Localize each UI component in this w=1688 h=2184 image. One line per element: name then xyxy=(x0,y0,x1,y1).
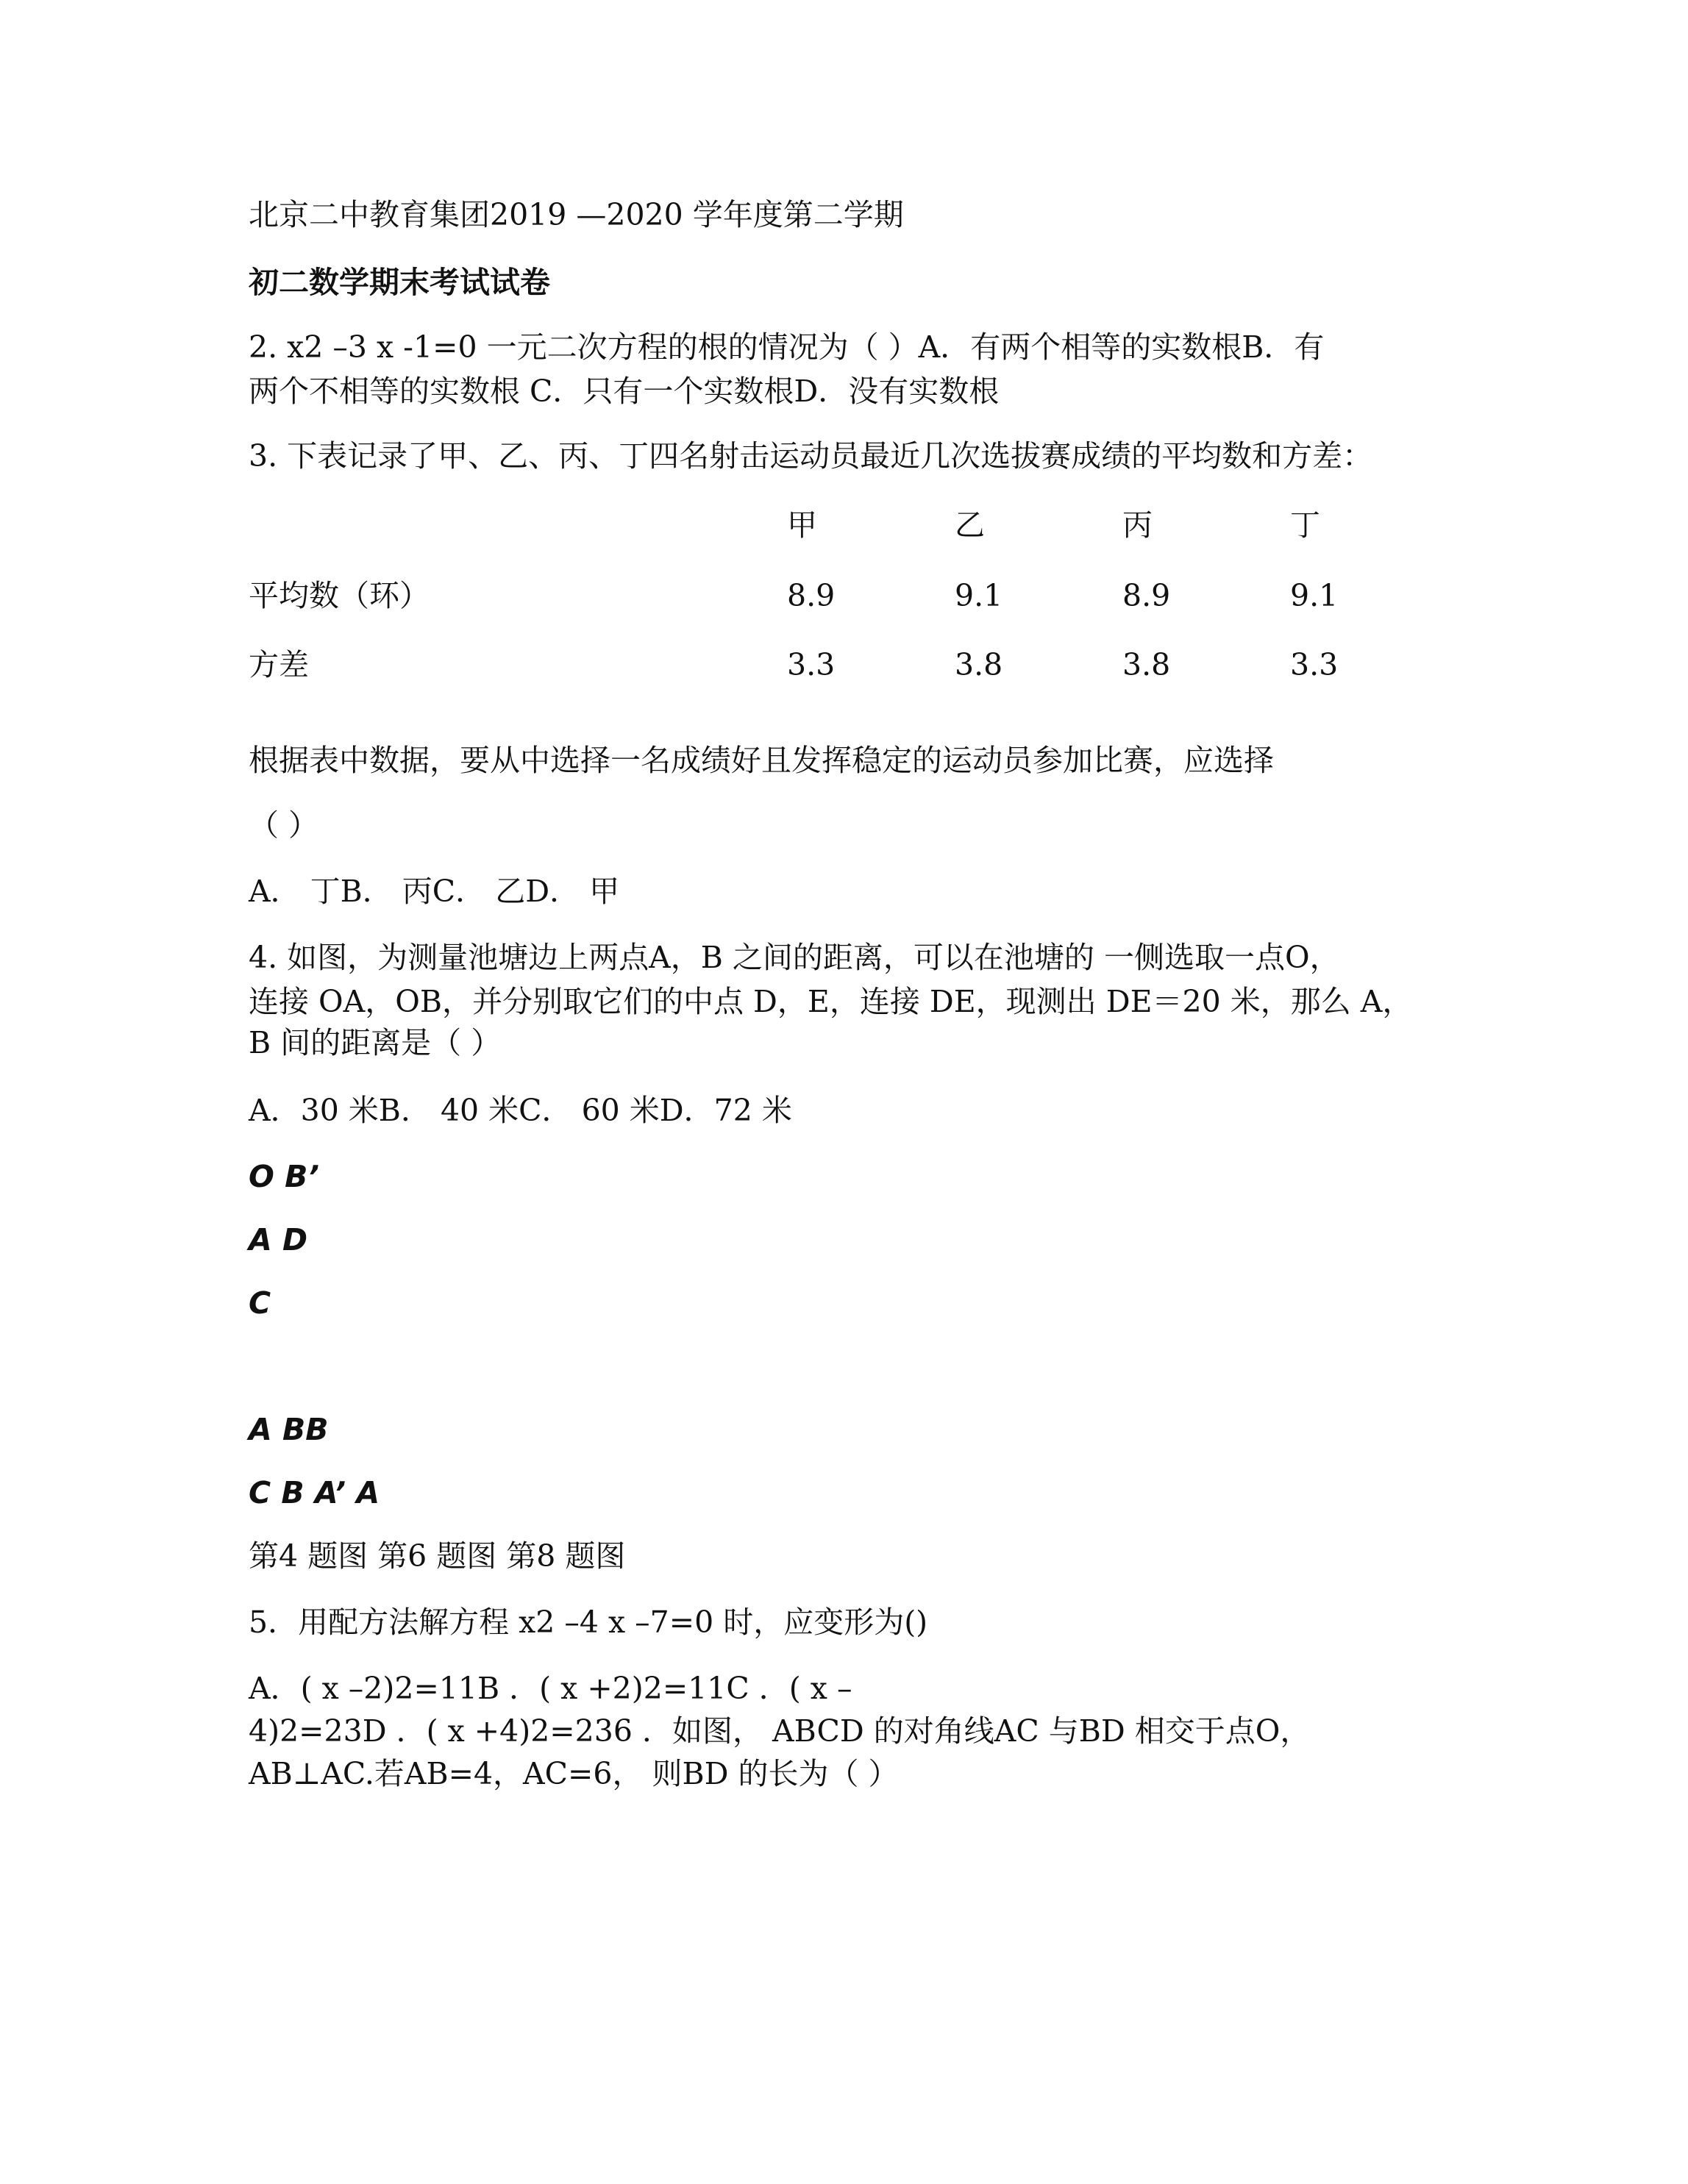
table-cell: 8.9 xyxy=(787,578,836,613)
q2-line-2: 两个不相等的实数根 C．只有一个实数根D．没有实数根 xyxy=(249,374,1000,409)
table-header-jia: 甲 xyxy=(787,507,817,543)
figure-label: C xyxy=(249,1285,271,1321)
table-cell: 9.1 xyxy=(1290,578,1339,613)
table-cell: 3.3 xyxy=(787,647,836,682)
table-header-ding: 丁 xyxy=(1290,507,1320,543)
q3-answer-paren: （ ） xyxy=(249,807,319,843)
figure-label: A D xyxy=(249,1222,308,1257)
q5-line-1: 5．用配方法解方程 x2 –4 x –7=0 时，应变形为() xyxy=(249,1605,928,1640)
table-row-label-variance: 方差 xyxy=(249,647,309,682)
figure-label: A BB xyxy=(249,1412,329,1447)
q5-line-3: 4)2=23D ．( x +4)2=236 ．如图， ABCD 的对角线AC 与BD 相交于点O， xyxy=(249,1713,1311,1749)
q3-question: 根据表中数据，要从中选择一名成绩好且发挥稳定的运动员参加比赛，应选择 xyxy=(249,743,1274,778)
q3-intro: 3. 下表记录了甲、乙、丙、丁四名射击运动员最近几次选拔赛成绩的平均数和方差： xyxy=(249,438,1373,474)
q4-line-3: B 间的距离是（ ） xyxy=(249,1025,502,1060)
table-row-label-average: 平均数（环） xyxy=(249,578,430,613)
q4-options: A．30 米B． 40 米C． 60 米D．72 米 xyxy=(249,1093,792,1128)
exam-subtitle: 初二数学期末考试试卷 xyxy=(249,265,550,300)
q3-options: A． 丁B． 丙C． 乙D． 甲 xyxy=(249,874,620,909)
table-cell: 8.9 xyxy=(1122,578,1171,613)
document-title: 北京二中教育集团2019 —2020 学年度第二学期 xyxy=(249,197,904,232)
figure-captions: 第4 题图 第6 题图 第8 题图 xyxy=(249,1538,626,1574)
figure-label: C B A’ A xyxy=(249,1475,380,1510)
q5-line-4: AB⊥AC.若AB=4，AC=6， 则BD 的长为（ ） xyxy=(249,1756,899,1791)
q2-line-1: 2. x2 –3 x -1=0 一元二次方程的根的情况为（ ）A．有两个相等的实数根B．有 xyxy=(249,329,1325,365)
table-cell: 3.3 xyxy=(1290,647,1339,682)
table-cell: 3.8 xyxy=(955,647,1003,682)
q4-line-1: 4. 如图，为测量池塘边上两点A，B 之间的距离，可以在池塘的 一侧选取一点O， xyxy=(249,940,1340,975)
figure-label: O B’ xyxy=(249,1159,319,1194)
table-header-yi: 乙 xyxy=(955,507,985,543)
q5-line-2: A．( x –2)2=11B ．( x +2)2=11C ．( x – xyxy=(249,1671,852,1706)
table-cell: 9.1 xyxy=(955,578,1003,613)
q4-line-2: 连接 OA，OB，并分别取它们的中点 D，E，连接 DE，现测出 DE＝20 米，那么 A， xyxy=(249,984,1413,1019)
table-header-bing: 丙 xyxy=(1122,507,1153,543)
table-cell: 3.8 xyxy=(1122,647,1171,682)
